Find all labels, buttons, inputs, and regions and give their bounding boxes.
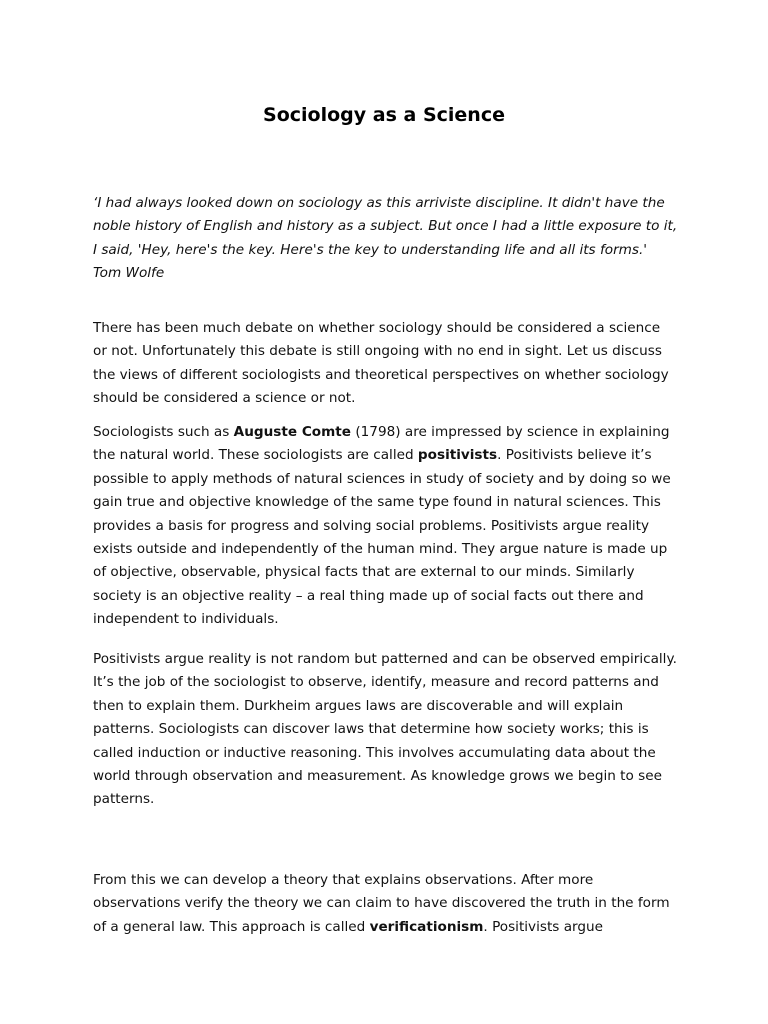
page-title: Sociology as a Science xyxy=(263,104,505,126)
paragraph-text: . Positivists argue xyxy=(483,918,603,935)
bold-term-verificationism: verificationism xyxy=(369,918,484,935)
bold-term-auguste-comte: Auguste Comte xyxy=(233,424,352,440)
bold-term-positivists: positivists xyxy=(417,447,498,464)
quote-author: Tom Wolfe xyxy=(93,265,165,282)
paragraph-patterns: Positivists argue reality is not random but patterned and can be observed empirically. It’s the job of the sociologist to observe, identify, measure and record patterns and then to explain them. Durkheim argues laws are discoverable and will explain patterns. Sociologists can discover laws that determine how society works; this is called induction or inductive reasoning. This involves accumulating data about the world through observation and measurement. As knowledge grows we begin to see patterns. xyxy=(93,651,677,808)
paragraph-intro: There has been much debate on whether sociology should be considered a science or not. Unfortunately this debate is still ongoing with no end in sight. Let us discuss the views of different sociologists and theoretical perspectives on whether sociology should be considered a science or not. xyxy=(93,320,669,407)
paragraph-text: . Positivists believe it’s possible to apply methods of natural sciences in study of society and by doing so we gain true and objective knowledge of the same type found in natural sciences. This provides a basis for progress and solving social problems. Positivists argue reality exists outside and independently of the human mind. They argue nature is made up of objective, observable, physical facts that are external to our minds. Similarly society is an objective reality – a real thing made up of social facts out there and independent to individuals. xyxy=(93,447,671,628)
paragraph-text: Sociologists such as xyxy=(93,424,234,440)
paragraph-theory xyxy=(93,869,678,939)
paragraph-positivists xyxy=(93,421,678,632)
quote-text: ‘I had always looked down on sociology as this arriviste discipline. It didn't have the noble history of English and history as a subject. But once I had a little exposure to it, I said, 'Hey, here's the key. Here's the key to understanding life and all its forms.' xyxy=(93,195,678,258)
paragraph-text: (1798) are impressed by science in explaining the natural world. These sociologists are called xyxy=(93,424,670,464)
opening-quote xyxy=(93,192,678,286)
paragraph-text: From this we can develop a theory that explains observations. After more observations verify the theory we can claim to have discovered the truth in the form of a general law. This approach is called xyxy=(93,872,670,935)
